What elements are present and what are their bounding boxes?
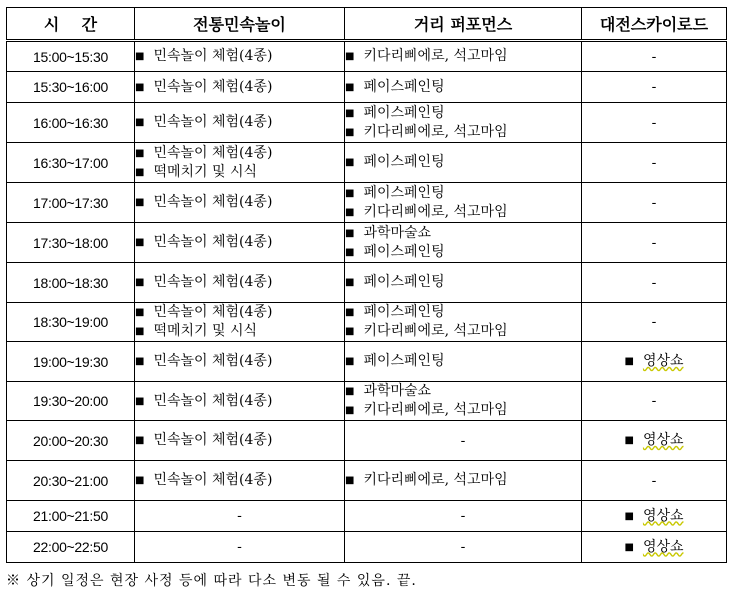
empty-dash: - [651,194,657,211]
item-label: 페이스페인팅 [363,304,445,320]
item-label: 키다리삐에로, 석고마임 [363,472,508,488]
empty-dash: - [651,234,657,251]
skyroad-cell [582,72,727,103]
time-cell: 20:00~20:30 [7,421,135,461]
schedule-item [345,471,581,490]
item-label: 영상쇼 [642,432,684,448]
square-bullet-icon: ■ [135,117,145,128]
skyroad-cell [582,183,727,223]
schedule-item [135,193,344,212]
item-label: 영상쇼 [642,353,684,369]
square-bullet-icon: ■ [345,307,355,318]
table-row [7,41,727,72]
square-bullet-icon: ■ [135,356,145,367]
square-bullet-icon: ■ [135,475,145,486]
schedule-item [345,203,581,222]
square-bullet-icon: ■ [345,475,355,486]
square-bullet-icon: ■ [345,187,355,199]
square-bullet-icon: ■ [345,356,355,367]
street-performance-cell [345,532,582,563]
square-bullet-icon: ■ [135,395,145,407]
schedule-item [135,78,344,97]
street-performance-cell [345,342,582,382]
time-cell: 19:30~20:00 [7,382,135,421]
folk-games-cell [135,103,345,143]
square-bullet-icon: ■ [624,510,634,522]
item-label: 키다리삐에로, 석고마임 [363,48,508,64]
item-label: 페이스페인팅 [363,274,445,290]
item-label: 과학마술쇼 [363,224,432,241]
item-label: 페이스페인팅 [363,184,445,201]
item-label: 민속놀이 체험(4종) [153,472,273,488]
time-cell: 19:00~19:30 [7,342,135,382]
empty-dash: - [651,274,657,291]
square-bullet-icon: ■ [345,126,355,138]
skyroad-cell [582,223,727,263]
square-bullet-icon: ■ [624,356,634,367]
folk-games-cell [135,41,345,72]
folk-games-cell [135,303,345,342]
item-label: 페이스페인팅 [363,243,445,260]
street-performance-cell [345,263,582,303]
square-bullet-icon: ■ [624,541,634,553]
schedule-item [582,507,726,526]
square-bullet-icon: ■ [345,51,355,62]
item-label: 페이스페인팅 [363,104,445,121]
schedule-item [345,47,581,66]
item-label: 영상쇼 [642,538,684,555]
table-row [7,223,727,263]
table-row [7,72,727,103]
street-performance-cell [345,183,582,223]
street-performance-cell [345,303,582,342]
square-bullet-icon: ■ [624,435,634,446]
folk-games-cell [135,223,345,263]
header-skyroad: 대전스카이로드 [582,8,727,41]
item-label: 키다리삐에로, 석고마임 [363,323,508,339]
skyroad-cell [582,382,727,421]
empty-dash: - [237,539,242,555]
schedule-item [582,538,726,557]
time-cell: 18:00~18:30 [7,263,135,303]
square-bullet-icon: ■ [345,405,355,416]
schedule-item [345,352,581,371]
item-label: 키다리삐에로, 석고마임 [363,123,508,140]
skyroad-cell [582,461,727,501]
schedule-item [345,382,581,401]
time-cell: 21:00~21:50 [7,501,135,532]
street-performance-cell [345,461,582,501]
item-label: 페이스페인팅 [363,353,445,369]
header-folk-games: 전통민속놀이 [135,8,345,41]
empty-dash: - [651,114,657,131]
item-label: 민속놀이 체험(4종) [153,48,273,64]
time-cell: 17:00~17:30 [7,183,135,223]
empty-dash: - [651,48,657,65]
empty-dash: - [651,79,657,95]
schedule-item [345,243,581,262]
square-bullet-icon: ■ [135,51,145,62]
schedule-item [135,273,344,292]
square-bullet-icon: ■ [345,277,355,288]
time-cell: 20:30~21:00 [7,461,135,501]
item-label: 민속놀이 체험(4종) [153,392,273,409]
time-cell: 16:00~16:30 [7,103,135,143]
folk-games-cell [135,342,345,382]
schedule-item [582,431,726,450]
empty-dash: - [651,472,657,489]
table-row [7,382,727,421]
schedule-item [135,431,344,450]
table-row [7,303,727,342]
street-performance-cell [345,103,582,143]
square-bullet-icon: ■ [135,326,145,337]
header-time: 시 간 [7,8,135,41]
item-label: 떡메치기 및 시식 [153,323,258,339]
square-bullet-icon: ■ [345,246,355,258]
square-bullet-icon: ■ [135,147,145,159]
empty-dash: - [460,508,466,524]
item-label: 민속놀이 체험(4종) [153,432,273,448]
schedule-item [135,163,344,182]
empty-dash: - [651,314,657,330]
skyroad-cell [582,421,727,461]
folk-games-cell [135,532,345,563]
skyroad-cell [582,143,727,183]
skyroad-cell [582,501,727,532]
footnote: ※ 상기 일정은 현장 사정 등에 따라 다소 변동 될 수 있음. 끝. [6,573,417,589]
schedule-item [345,303,581,322]
time-cell: 15:00~15:30 [7,41,135,72]
time-cell: 18:30~19:00 [7,303,135,342]
table-row [7,421,727,461]
item-label: 과학마술쇼 [363,383,432,399]
item-label: 민속놀이 체험(4종) [153,274,273,290]
square-bullet-icon: ■ [345,386,355,397]
street-performance-cell [345,72,582,103]
folk-games-cell [135,143,345,183]
schedule-item [135,352,344,371]
square-bullet-icon: ■ [135,277,145,288]
square-bullet-icon: ■ [135,307,145,318]
street-performance-cell [345,501,582,532]
schedule-item [345,273,581,292]
item-label: 키다리삐에로, 석고마임 [363,203,508,220]
schedule-item [582,352,726,371]
table-row [7,263,727,303]
street-performance-cell [345,41,582,72]
folk-games-cell [135,183,345,223]
empty-dash: - [460,432,466,449]
item-label: 민속놀이 체험(4종) [153,114,273,130]
folk-games-cell [135,501,345,532]
table-row [7,501,727,532]
table-row [7,532,727,563]
schedule-item [135,233,344,252]
time-cell: 16:30~17:00 [7,143,135,183]
item-label: 페이스페인팅 [363,154,445,170]
folk-games-cell [135,72,345,103]
square-bullet-icon: ■ [345,107,355,119]
time-cell: 15:30~16:00 [7,72,135,103]
street-performance-cell [345,421,582,461]
item-label: 영상쇼 [642,507,684,524]
folk-games-cell [135,263,345,303]
square-bullet-icon: ■ [135,166,145,178]
table-row [7,143,727,183]
skyroad-cell [582,532,727,563]
schedule-item [345,104,581,123]
item-label: 민속놀이 체험(4종) [153,194,273,210]
empty-dash: - [651,154,657,171]
street-performance-cell [345,223,582,263]
schedule-body [7,41,727,563]
item-label: 민속놀이 체험(4종) [153,78,273,95]
street-performance-cell [345,382,582,421]
skyroad-cell [582,303,727,342]
schedule-item [135,392,344,411]
item-label: 페이스페인팅 [363,78,445,95]
schedule-item [135,322,344,341]
square-bullet-icon: ■ [345,206,355,218]
square-bullet-icon: ■ [345,326,355,337]
square-bullet-icon: ■ [345,157,355,168]
table-row [7,342,727,382]
skyroad-cell [582,263,727,303]
item-label: 민속놀이 체험(4종) [153,353,273,369]
schedule-item [345,322,581,341]
skyroad-cell [582,342,727,382]
square-bullet-icon: ■ [135,81,145,93]
square-bullet-icon: ■ [135,237,145,248]
square-bullet-icon: ■ [345,81,355,93]
header-row [7,8,727,41]
folk-games-cell [135,421,345,461]
table-row [7,103,727,143]
schedule-item [135,113,344,132]
schedule-item [345,184,581,203]
time-cell: 17:30~18:00 [7,223,135,263]
skyroad-cell [582,41,727,72]
schedule-item [345,401,581,420]
folk-games-cell [135,461,345,501]
schedule-item [345,153,581,172]
schedule-item [345,224,581,243]
empty-dash: - [237,508,242,524]
item-label: 민속놀이 체험(4종) [153,234,273,250]
folk-games-cell [135,382,345,421]
item-label: 키다리삐에로, 석고마임 [363,402,508,418]
schedule-item [135,47,344,66]
schedule-item [135,303,344,322]
header-street-performance: 거리 퍼포먼스 [345,8,582,41]
item-label: 떡메치기 및 시식 [153,163,258,180]
street-performance-cell [345,143,582,183]
table-row [7,461,727,501]
empty-dash: - [651,393,657,409]
table-row [7,183,727,223]
square-bullet-icon: ■ [345,227,355,239]
schedule-item [345,123,581,142]
square-bullet-icon: ■ [135,435,145,446]
empty-dash: - [460,539,466,555]
schedule-item [135,471,344,490]
schedule-item [135,144,344,163]
square-bullet-icon: ■ [135,197,145,208]
schedule-table [6,7,727,563]
schedule-item [345,78,581,97]
skyroad-cell [582,103,727,143]
item-label: 민속놀이 체험(4종) [153,144,273,161]
time-cell: 22:00~22:50 [7,532,135,563]
item-label: 민속놀이 체험(4종) [153,304,273,320]
